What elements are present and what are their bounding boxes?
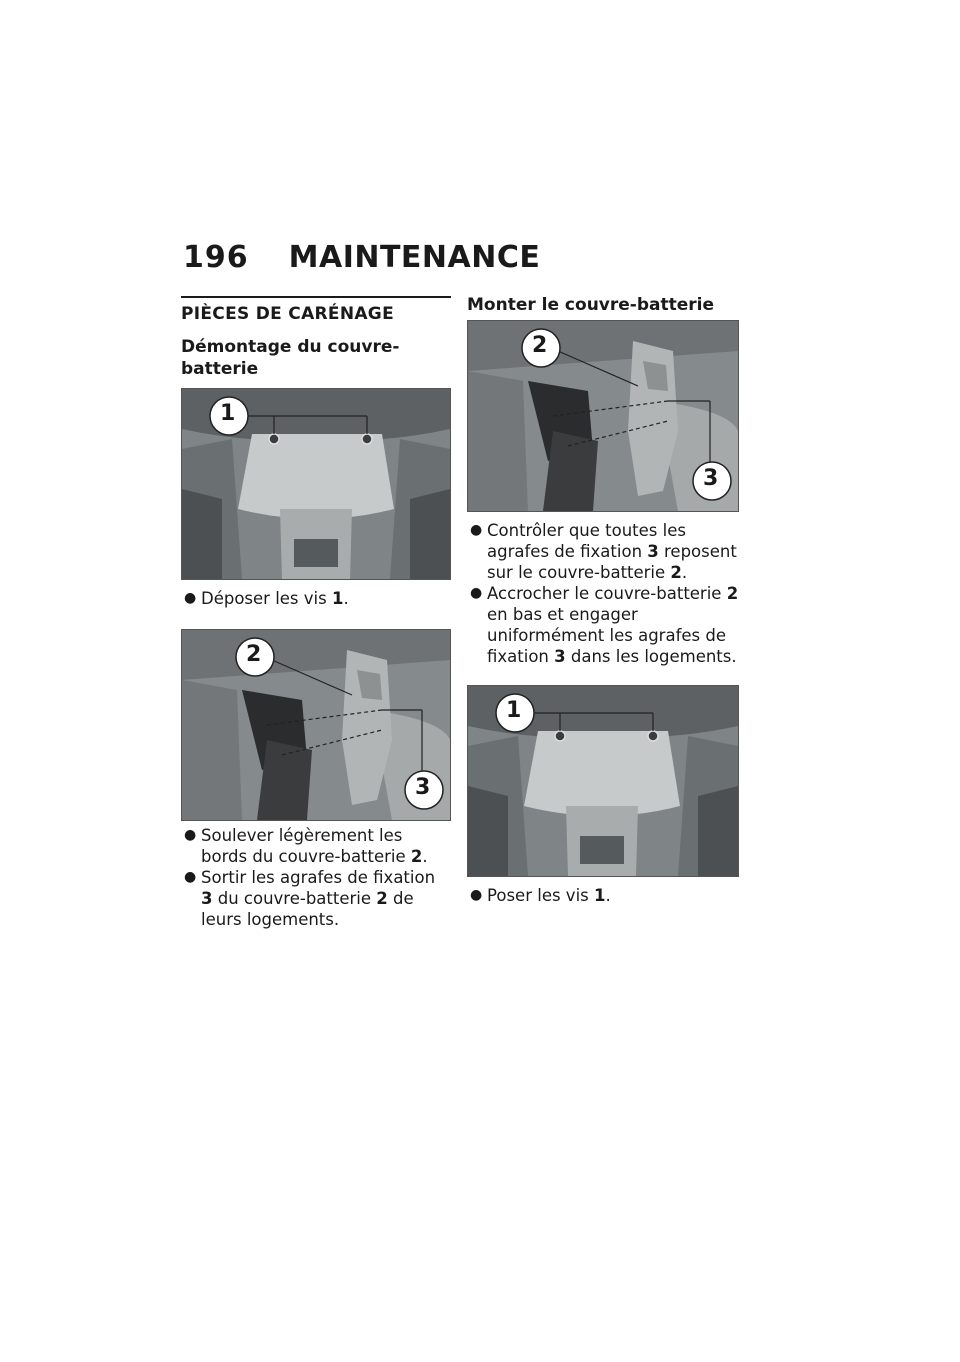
subsection-title-install: Monter le couvre-batterie [467, 295, 715, 315]
figure-screws-install [467, 685, 739, 877]
figure-cover-install [467, 320, 739, 512]
figure-screws-removal [181, 388, 451, 580]
callout-3: 3 [415, 775, 431, 800]
callout-1: 1 [220, 401, 236, 426]
callout-2: 2 [246, 642, 262, 667]
steps-removal-2 [181, 825, 451, 930]
step-remove-screws: ● Déposer les vis 1. [184, 589, 349, 608]
step-lift-cover: ● Soulever légèrement les bords du couvre-batterie 2. [184, 826, 428, 866]
bullet-icon: ● [470, 887, 483, 903]
callout-2: 2 [532, 333, 548, 358]
steps-install-2 [467, 885, 739, 906]
section-rule [181, 296, 451, 298]
subsection-title-removal: Démontage du couvre-batterie [181, 337, 400, 379]
chapter-title: MAINTENANCE [288, 240, 541, 275]
callout-1: 1 [506, 698, 522, 723]
bullet-icon: ● [470, 522, 483, 538]
step-hook-cover: ● Accrocher le couvre-batterie 2 en bas et engager uniformément les agrafes de fixation 3 dans les logements. [470, 584, 739, 666]
callout-3: 3 [703, 466, 719, 491]
bullet-icon: ● [184, 590, 197, 606]
section-title: PIÈCES DE CARÉNAGE [181, 304, 394, 324]
page-number: 196 [183, 240, 249, 275]
page-header [183, 240, 540, 280]
figure-cover-lifted [181, 629, 451, 821]
steps-removal-1 [181, 588, 451, 609]
bullet-icon: ● [184, 869, 197, 885]
step-remove-clips: ● Sortir les agrafes de fixation 3 du couvre-batterie 2 de leurs logements. [184, 868, 436, 929]
left-column [181, 292, 451, 930]
step-check-clips: ● Contrôler que toutes les agrafes de fixation 3 reposent sur le couvre-batterie 2. [470, 521, 737, 582]
bullet-icon: ● [184, 827, 197, 843]
steps-install-1 [467, 520, 739, 667]
right-column [467, 292, 739, 906]
bullet-icon: ● [470, 585, 483, 601]
step-install-screws: ● Poser les vis 1. [470, 886, 611, 905]
